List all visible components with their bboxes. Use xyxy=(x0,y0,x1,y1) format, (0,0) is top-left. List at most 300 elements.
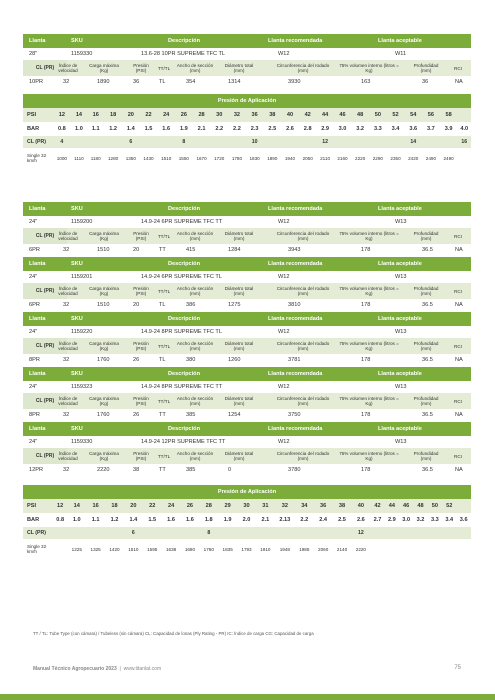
psi-value: 14 xyxy=(71,108,88,122)
psi-label: PSI xyxy=(23,108,53,122)
cell-cl: 6PR xyxy=(29,247,40,253)
single-value: 2110 xyxy=(317,148,334,168)
col-ancho_seccion: Ancho de sección (mm) xyxy=(176,341,214,352)
single-value: 1890 xyxy=(263,148,281,168)
col-ancho_seccion: Ancho de sección (mm) xyxy=(176,396,214,407)
col-presion: Presión (PSI) xyxy=(133,286,149,297)
col-llanta_recomendada: Llanta recomendada xyxy=(268,426,323,432)
cl-value xyxy=(105,527,124,539)
cell-tt: TL xyxy=(159,79,166,85)
bar-value: 1.6 xyxy=(157,122,175,136)
psi-pad xyxy=(456,499,471,513)
bar-value: 2.3 xyxy=(246,122,264,136)
cl-value xyxy=(71,136,88,148)
single-label: Single 32 km/h xyxy=(23,148,53,168)
col-volumen: 75% volumen interno (litros = Kg) xyxy=(339,286,399,297)
col-llanta_recomendada: Llanta recomendada xyxy=(268,371,323,377)
bar-value: 1.5 xyxy=(140,122,158,136)
cell-prof: 36.5 xyxy=(422,302,433,308)
cl-value: 6 xyxy=(124,527,143,539)
cell-presion: 20 xyxy=(133,247,140,253)
bar-value: 3.0 xyxy=(334,122,352,136)
psi-value: 31 xyxy=(256,499,275,513)
cell-aceptable: W11 xyxy=(395,51,407,57)
col-indice_velocidad: Índice de velocidad xyxy=(58,286,78,297)
col-descripcion: Descripción xyxy=(168,426,201,432)
col-llanta-aceptable: Llanta aceptable xyxy=(378,38,422,44)
col-volumen: 75% volumen interno (litros = Kg) xyxy=(339,451,399,462)
tire-detail-row xyxy=(23,299,471,311)
cell-recomendada: W12 xyxy=(278,51,290,57)
psi-value: 29 xyxy=(218,499,237,513)
psi-value: 20 xyxy=(124,499,143,513)
cl-value xyxy=(369,136,387,148)
pressure-table-2 xyxy=(23,499,471,559)
bar-value: 3.6 xyxy=(404,122,422,136)
col-cl-pr: CL (PR) xyxy=(23,228,67,244)
psi-value: 16 xyxy=(87,108,104,122)
col-tt_tl: TT/TL xyxy=(157,399,171,404)
bar-value: 3.2 xyxy=(413,513,427,527)
cl-value xyxy=(275,527,295,539)
single-value: 2220 xyxy=(351,148,369,168)
cl-value xyxy=(413,527,427,539)
col-descripcion: Descripción xyxy=(168,261,201,267)
cell-cl: 6PR xyxy=(29,302,40,308)
tire-block xyxy=(23,367,471,421)
psi-value: 26 xyxy=(181,499,200,513)
col-presion: Presión (PSI) xyxy=(133,63,149,74)
cell-cl: 8PR xyxy=(29,412,40,418)
col-ancho_seccion: Ancho de sección (mm) xyxy=(176,286,214,297)
col-diametro_total: Diámetro total (mm) xyxy=(224,341,254,352)
col-circunferencia: Circunferencia del rodado (mm) xyxy=(276,451,330,462)
cl-value xyxy=(53,527,67,539)
tire-header-row xyxy=(23,202,471,216)
bar-value: 2.9 xyxy=(385,513,399,527)
cl-value: 6 xyxy=(122,136,140,148)
tire-header-row xyxy=(23,367,471,381)
cl-value xyxy=(456,527,471,539)
psi-value: 48 xyxy=(351,108,369,122)
cell-carga: 2220 xyxy=(97,467,110,473)
col-carga_maxima: Carga máxima (Kg) xyxy=(89,396,119,407)
cl-value xyxy=(387,136,405,148)
col-llanta_recomendada: Llanta recomendada xyxy=(268,206,323,212)
single-value: 2220 xyxy=(351,539,370,559)
col-cl-pr: CL (PR) xyxy=(23,60,67,76)
single-value: 1940 xyxy=(281,148,299,168)
cl-value xyxy=(351,136,369,148)
col-rci: RCI xyxy=(454,66,462,71)
col-sku: SKU xyxy=(71,316,83,322)
single-label: Single 32 km/h xyxy=(23,539,53,559)
psi-value: 28 xyxy=(193,108,211,122)
psi-value: 22 xyxy=(140,108,158,122)
cl-value xyxy=(104,136,122,148)
psi-value: 12 xyxy=(53,108,71,122)
cell-circ: 3781 xyxy=(288,357,301,363)
col-tt_tl: TT/TL xyxy=(157,454,171,459)
col-profundidad: Profundidad (mm) xyxy=(413,63,439,74)
single-value xyxy=(385,539,399,559)
cell-indice: 32 xyxy=(63,79,70,85)
cl-value xyxy=(181,527,200,539)
bar-value: 3.2 xyxy=(351,122,369,136)
single-value: 2060 xyxy=(314,539,333,559)
single-value: 2350 xyxy=(387,148,405,168)
cl-value xyxy=(67,527,86,539)
bar-row xyxy=(23,513,471,527)
cell-circ: 3943 xyxy=(288,247,301,253)
tire-detail-row xyxy=(23,244,471,256)
single-value: 2160 xyxy=(334,148,352,168)
tire-subheader-row xyxy=(23,283,471,299)
cell-descripcion: 14.9-24 12PR SUPREME TFC TT xyxy=(141,439,226,445)
cl-row xyxy=(23,527,471,539)
cell-carga: 1760 xyxy=(97,412,110,418)
cell-indice: 32 xyxy=(63,302,70,308)
footer-title: Manual Técnico Agropecuario 2023 xyxy=(33,666,117,672)
single-value: 1000 xyxy=(53,148,71,168)
col-carga_maxima: Carga máxima (Kg) xyxy=(89,286,119,297)
cell-prof: 36.5 xyxy=(422,412,433,418)
cell-vol: 178 xyxy=(361,247,371,253)
psi-value: 16 xyxy=(86,499,105,513)
tire-subheader-row xyxy=(23,338,471,354)
col-carga_maxima: Carga máxima (Kg) xyxy=(89,341,119,352)
cell-presion: 38 xyxy=(133,467,140,473)
cell-sku: 1159200 xyxy=(71,219,93,225)
bar-value: 3.9 xyxy=(440,122,458,136)
tire-subheader-row xyxy=(23,228,471,244)
col-llanta: Llanta xyxy=(29,316,46,322)
cell-diametro: 1314 xyxy=(228,79,241,85)
tire-main-row xyxy=(23,436,471,448)
cl-value: 14 xyxy=(404,136,422,148)
bar-value: 1.2 xyxy=(105,513,124,527)
single-value: 1720 xyxy=(210,148,228,168)
tire-block xyxy=(23,257,471,311)
single-value: 1670 xyxy=(193,148,211,168)
psi-value: 32 xyxy=(275,499,295,513)
psi-value: 20 xyxy=(122,108,140,122)
cl-value xyxy=(157,136,175,148)
bar-value: 3.3 xyxy=(428,513,442,527)
bar-row xyxy=(23,122,471,136)
cl-value xyxy=(428,527,442,539)
tire-header-row xyxy=(23,34,471,48)
col-presion: Presión (PSI) xyxy=(133,451,149,462)
tire-block xyxy=(23,202,471,256)
col-volumen: 75% volumen interno (litros = Kg) xyxy=(339,396,399,407)
col-llanta: Llanta xyxy=(29,371,46,377)
col-llanta_recomendada: Llanta recomendada xyxy=(268,316,323,322)
bar-value: 0.8 xyxy=(53,122,71,136)
cell-vol: 178 xyxy=(361,357,371,363)
col-llanta_recomendada: Llanta recomendada xyxy=(268,261,323,267)
bar-value: 2.6 xyxy=(351,513,370,527)
psi-value: 24 xyxy=(162,499,181,513)
col-descripcion: Descripción xyxy=(168,206,201,212)
cell-ancho: 385 xyxy=(186,412,196,418)
psi-value: 44 xyxy=(317,108,334,122)
cell-circ: 3810 xyxy=(288,302,301,308)
cell-presion: 26 xyxy=(133,412,140,418)
col-ancho_seccion: Ancho de sección (mm) xyxy=(176,451,214,462)
col-llanta_aceptable: Llanta aceptable xyxy=(378,316,422,322)
bar-value: 1.8 xyxy=(199,513,218,527)
col-rci: RCI xyxy=(454,289,462,294)
cell-descripcion: 13.6-28 10PR SUPREME TFC TL xyxy=(141,51,226,57)
cl-value: 16 xyxy=(457,136,471,148)
cell-carga: 1760 xyxy=(97,357,110,363)
col-llanta-recomendada: Llanta recomendada xyxy=(268,38,323,44)
cl-value xyxy=(370,527,384,539)
psi-value: 18 xyxy=(105,499,124,513)
cell-indice: 32 xyxy=(63,247,70,253)
cl-value xyxy=(333,527,352,539)
single-value: 1430 xyxy=(140,148,158,168)
pressure-block-2 xyxy=(23,485,471,559)
cell-circ: 3930 xyxy=(288,79,301,85)
cell-descripcion: 14.9-24 6PR SUPREME TFC TT xyxy=(141,219,223,225)
cl-value xyxy=(228,136,246,148)
cell-circ: 3750 xyxy=(288,412,301,418)
cl-row xyxy=(23,136,471,148)
col-carga: Carga máxima (Kg) xyxy=(89,63,119,74)
bar-label: BAR xyxy=(23,122,53,136)
single-value: 1510 xyxy=(157,148,175,168)
single-value: 1780 xyxy=(228,148,246,168)
cell-carga: 1510 xyxy=(97,302,110,308)
page-number: 75 xyxy=(454,665,461,671)
cl-value xyxy=(143,527,162,539)
col-indice_velocidad: Índice de velocidad xyxy=(58,396,78,407)
presion-aplicacion-header: Presión de Aplicación xyxy=(23,94,471,108)
cl-value xyxy=(237,527,256,539)
col-profundidad: Profundidad (mm) xyxy=(413,286,439,297)
psi-value: 48 xyxy=(413,499,427,513)
cell-aceptable: W13 xyxy=(395,439,407,445)
cell-vol: 178 xyxy=(361,467,371,473)
cl-value xyxy=(140,136,158,148)
col-cl-pr: CL (PR) xyxy=(23,448,67,464)
cell-sku: 1159330 xyxy=(71,439,93,445)
tire-detail-row xyxy=(23,354,471,366)
bar-value: 3.0 xyxy=(399,513,413,527)
tire-main-row xyxy=(23,216,471,228)
cell-recomendada: W12 xyxy=(278,384,290,390)
cell-recomendada: W12 xyxy=(278,219,290,225)
col-llanta: Llanta xyxy=(29,261,46,267)
single-value: 1680 xyxy=(181,539,200,559)
cell-ancho: 354 xyxy=(186,79,196,85)
single-value xyxy=(442,539,456,559)
cell-prof: 36 xyxy=(422,79,429,85)
col-descripcion: Descripción xyxy=(168,316,201,322)
single-value: 1638 xyxy=(162,539,181,559)
col-presion: Presión (PSI) xyxy=(133,341,149,352)
col-indice_velocidad: Índice de velocidad xyxy=(58,451,78,462)
cell-circ: 3780 xyxy=(288,467,301,473)
bar-value: 4.0 xyxy=(457,122,471,136)
single-value: 1793 xyxy=(237,539,256,559)
cl-value xyxy=(440,136,458,148)
cell-tt: TT xyxy=(159,247,166,253)
cell-indice: 32 xyxy=(63,467,70,473)
single-value: 1510 xyxy=(124,539,143,559)
psi-value: 30 xyxy=(210,108,228,122)
cell-recomendada: W12 xyxy=(278,274,290,280)
psi-value: 46 xyxy=(334,108,352,122)
bar-value: 2.2 xyxy=(210,122,228,136)
cell-aceptable: W13 xyxy=(395,329,407,335)
psi-value: 36 xyxy=(314,499,333,513)
cell-ancho: 386 xyxy=(186,302,196,308)
cl-value xyxy=(295,527,314,539)
col-diametro: Diámetro total (mm) xyxy=(224,63,254,74)
bar-value: 1.6 xyxy=(181,513,200,527)
col-cl-pr: CL (PR) xyxy=(23,393,67,409)
bar-value: 2.8 xyxy=(299,122,317,136)
psi-label: PSI xyxy=(23,499,53,513)
col-profundidad: Profundidad (mm) xyxy=(413,451,439,462)
bar-value: 1.4 xyxy=(124,513,143,527)
footer-site: www.titanlat.com xyxy=(123,666,162,672)
col-diametro_total: Diámetro total (mm) xyxy=(224,451,254,462)
col-presion: Presión (PSI) xyxy=(133,231,149,242)
cell-sku: 1159220 xyxy=(71,329,93,335)
psi-value: 30 xyxy=(237,499,256,513)
psi-value: 40 xyxy=(281,108,299,122)
footnote: TT / TL: Tube Type (con cámara) / Tubeless (sin cámara) CL: Capacidad de lonas (Ply Rating - PR) IC: Índice de carga CG: Capacidad de carga xyxy=(33,631,314,636)
bar-value: 3.6 xyxy=(456,513,471,527)
single-value xyxy=(413,539,427,559)
psi-value: 52 xyxy=(387,108,405,122)
tire-subheader-row xyxy=(23,60,471,76)
bar-value: 1.1 xyxy=(87,122,104,136)
col-indice_velocidad: Índice de velocidad xyxy=(58,231,78,242)
col-llanta: Llanta xyxy=(29,426,46,432)
single-value: 2140 xyxy=(333,539,352,559)
single-value xyxy=(456,539,471,559)
cell-rci: NA xyxy=(455,247,463,253)
bar-value: 3.7 xyxy=(422,122,440,136)
col-sku: SKU xyxy=(71,426,83,432)
cell-recomendada: W12 xyxy=(278,329,290,335)
col-circunferencia: Circunferencia del rodado (mm) xyxy=(276,341,330,352)
col-carga_maxima: Carga máxima (Kg) xyxy=(89,451,119,462)
single-value: 1550 xyxy=(175,148,193,168)
col-tt_tl: TT/TL xyxy=(157,234,171,239)
col-circunferencia: Circunferencia del rodado (mm) xyxy=(276,396,330,407)
cl-label: CL (PR) xyxy=(23,136,53,148)
bar-label: BAR xyxy=(23,513,53,527)
cell-rci: NA xyxy=(455,302,463,308)
psi-value: 14 xyxy=(67,499,86,513)
psi-value: 34 xyxy=(295,499,314,513)
bar-value: 0.8 xyxy=(53,513,67,527)
single-value: 1835 xyxy=(218,539,237,559)
col-volumen: 75% volumen interno (litros = Kg) xyxy=(339,341,399,352)
cl-value xyxy=(314,527,333,539)
psi-pad xyxy=(457,108,471,122)
bar-value: 1.2 xyxy=(104,122,122,136)
single-value: 1595 xyxy=(143,539,162,559)
cell-indice: 32 xyxy=(63,412,70,418)
col-rci: RCI xyxy=(454,399,462,404)
psi-value: 24 xyxy=(157,108,175,122)
col-profundidad: Profundidad (mm) xyxy=(413,231,439,242)
single-value: 2490 xyxy=(422,148,440,168)
col-rci: RCI xyxy=(454,344,462,349)
cell-tt: TT xyxy=(159,467,166,473)
psi-value: 12 xyxy=(53,499,67,513)
cell-rci: NA xyxy=(455,79,463,85)
col-llanta_aceptable: Llanta aceptable xyxy=(378,261,422,267)
cell-descripcion: 14.9-24 6PR SUPREME TFC TL xyxy=(141,274,222,280)
bar-value: 2.5 xyxy=(333,513,352,527)
tire-blocks-24 xyxy=(23,202,471,477)
col-circunferencia: Circunferencia del rodado (mm) xyxy=(276,286,330,297)
psi-value: 42 xyxy=(299,108,317,122)
cl-value: 12 xyxy=(351,527,370,539)
col-sku: SKU xyxy=(71,261,83,267)
cl-value xyxy=(281,136,299,148)
psi-value: 50 xyxy=(428,499,442,513)
bar-value: 1.9 xyxy=(175,122,193,136)
cell-indice: 32 xyxy=(63,357,70,363)
cl-value: 4 xyxy=(53,136,71,148)
col-carga_maxima: Carga máxima (Kg) xyxy=(89,231,119,242)
bar-value: 1.4 xyxy=(122,122,140,136)
bar-value: 2.9 xyxy=(317,122,334,136)
single-value: 1280 xyxy=(104,148,122,168)
single-value xyxy=(370,539,384,559)
cell-recomendada: W12 xyxy=(278,439,290,445)
psi-value: 22 xyxy=(143,499,162,513)
cell-llanta: 24" xyxy=(29,274,38,280)
cl-value xyxy=(87,136,104,148)
cell-diametro: 1284 xyxy=(228,247,241,253)
col-presion: Presión (PSI) xyxy=(133,396,149,407)
single-value: 1830 xyxy=(246,148,264,168)
tire-main-row xyxy=(23,48,471,60)
bar-value: 2.7 xyxy=(370,513,384,527)
single-row xyxy=(23,148,471,168)
cell-cl: 12PR xyxy=(29,467,43,473)
cl-value xyxy=(256,527,275,539)
bar-value: 2.0 xyxy=(237,513,256,527)
bar-value: 1.0 xyxy=(71,122,88,136)
cell-aceptable: W13 xyxy=(395,274,407,280)
col-circunferencia: Circunferencia del rodado (mm) xyxy=(276,231,330,242)
single-value xyxy=(399,539,413,559)
col-indice_velocidad: Índice de velocidad xyxy=(58,341,78,352)
footer: Manual Técnico Agropecuario 2023 | www.titanlat.com xyxy=(33,666,162,672)
col-tt_tl: TT/TL xyxy=(157,344,171,349)
cell-tt: TL xyxy=(159,357,166,363)
col-llanta_aceptable: Llanta aceptable xyxy=(378,206,422,212)
col-profundidad: Profundidad (mm) xyxy=(413,341,439,352)
cl-value xyxy=(210,136,228,148)
cell-llanta: 24" xyxy=(29,329,38,335)
cell-vol: 178 xyxy=(361,412,371,418)
tire-block-1 xyxy=(23,34,471,168)
tire-subheader-row xyxy=(23,448,471,464)
cl-value xyxy=(334,136,352,148)
